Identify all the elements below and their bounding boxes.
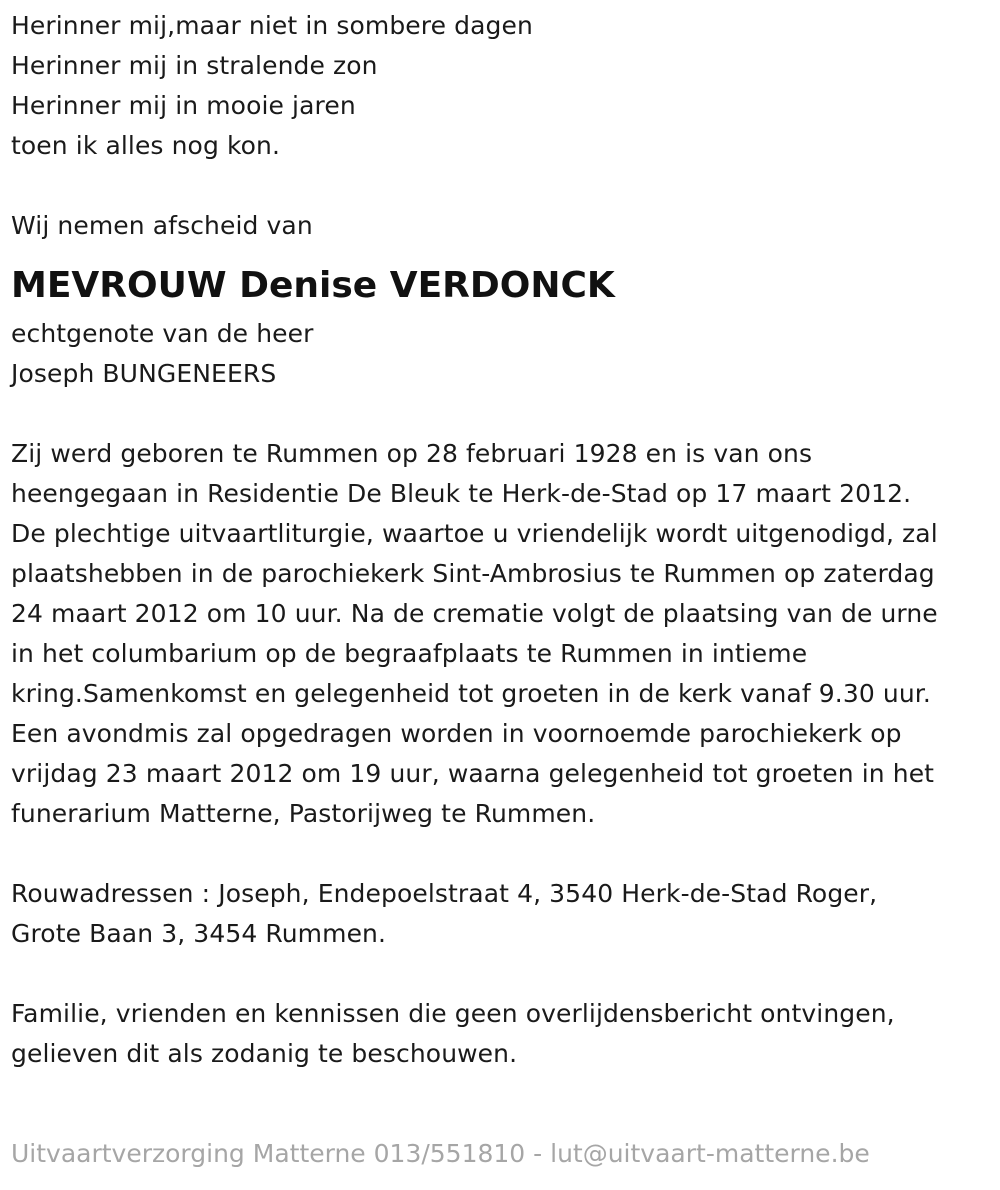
poem-line: Herinner mij in stralende zon — [11, 51, 378, 80]
spacer — [11, 834, 1000, 874]
relation — [11, 314, 1000, 394]
relation-line: Joseph BUNGENEERS — [11, 359, 277, 388]
closing-note — [11, 994, 1000, 1074]
funeral-home-footer: Uitvaartverzorging Matterne 013/551810 - lut@uitvaart-matterne.be — [11, 1139, 870, 1168]
body-line: 24 maart 2012 om 10 uur. Na de crematie volgt de plaatsing van de urne — [11, 599, 938, 628]
intro-text: Wij nemen afscheid van — [11, 211, 313, 240]
closing-line: Familie, vrienden en kennissen die geen overlijdensbericht ontvingen, — [11, 999, 895, 1028]
body-line: vrijdag 23 maart 2012 om 19 uur, waarna gelegenheid tot groeten in het — [11, 759, 935, 788]
poem-line: Herinner mij in mooie jaren — [11, 91, 356, 120]
address-line: Rouwadressen : Joseph, Endepoelstraat 4, 3540 Herk-de-Stad Roger, — [11, 879, 878, 908]
poem-line: Herinner mij,maar niet in sombere dagen — [11, 11, 533, 40]
body-line: heengegaan in Residentie De Bleuk te Herk-de-Stad op 17 maart 2012. — [11, 479, 912, 508]
body-line: funerarium Matterne, Pastorijweg te Rummen. — [11, 799, 596, 828]
address-line: Grote Baan 3, 3454 Rummen. — [11, 919, 387, 948]
body-line: Zij werd geboren te Rummen op 28 februari 1928 en is van ons — [11, 439, 813, 468]
spacer — [11, 954, 1000, 994]
body-line: Een avondmis zal opgedragen worden in voornoemde parochiekerk op — [11, 719, 902, 748]
announcement-body — [11, 434, 1000, 834]
spacer — [11, 166, 1000, 206]
spacer — [11, 394, 1000, 434]
relation-line: echtgenote van de heer — [11, 319, 314, 348]
body-line: De plechtige uitvaartliturgie, waartoe u vriendelijk wordt uitgenodigd, zal — [11, 519, 938, 548]
poem — [11, 6, 1000, 166]
body-line: in het columbarium op de begraafplaats te Rummen in intieme — [11, 639, 808, 668]
poem-line: toen ik alles nog kon. — [11, 131, 281, 160]
deceased-name: MEVROUW Denise VERDONCK — [11, 265, 615, 306]
closing-line: gelieven dit als zodanig te beschouwen. — [11, 1039, 518, 1068]
body-line: kring.Samenkomst en gelegenheid tot groeten in de kerk vanaf 9.30 uur. — [11, 679, 931, 708]
mourning-addresses — [11, 874, 1000, 954]
body-line: plaatshebben in de parochiekerk Sint-Ambrosius te Rummen op zaterdag — [11, 559, 935, 588]
